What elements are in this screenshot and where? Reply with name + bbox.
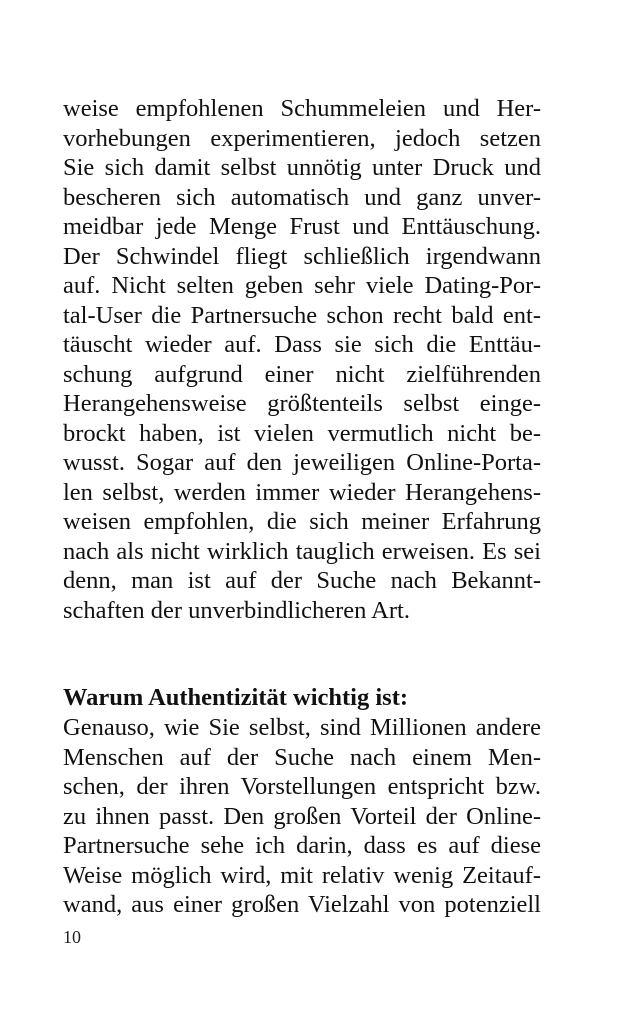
text-line: Sie sich damit selbst unnötig unter Druck und	[63, 154, 541, 181]
text-line: täuscht wieder auf. Dass sie sich die Enttäu-	[63, 331, 541, 358]
text-line: Menschen auf der Suche nach einem Men-	[63, 743, 541, 771]
text-line: tal-User die Partnersuche schon recht bald ent-	[63, 301, 541, 329]
text-line: wand, aus einer großen Vielzahl von potenziell	[63, 891, 541, 918]
text-line: Partnersuche sehe ich darin, dass es auf diese	[63, 832, 541, 859]
page-number: 10	[63, 927, 81, 947]
text-line: len selbst, werden immer wieder Herangehens-	[63, 478, 541, 506]
text-line: schen, der ihren Vorstellungen entspricht bzw.	[63, 773, 541, 800]
text-line: vorhebungen experimentieren, jedoch setzen	[63, 124, 541, 152]
text-line: Weise möglich wird, mit relativ wenig Zeitauf-	[63, 861, 541, 889]
text-line: bescheren sich automatisch und ganz unver-	[63, 183, 541, 211]
body-paragraph-2	[63, 713, 541, 920]
text-line: weise empfohlenen Schummeleien und Her-	[63, 95, 541, 122]
text-line: meidbar jede Menge Frust und Enttäuschung.	[63, 213, 541, 240]
text-line: Der Schwindel fliegt schließlich irgendwann	[63, 242, 541, 270]
text-line: zu ihnen passt. Den großen Vorteil der Online-	[63, 802, 541, 830]
text-line: nach als nicht wirklich tauglich erweisen. Es sei	[63, 537, 541, 565]
body-paragraph-1	[63, 94, 541, 625]
text-line: schaften der unverbindlicheren Art.	[63, 596, 410, 624]
text-line: schung aufgrund einer nicht zielführenden	[63, 360, 541, 388]
text-line: wusst. Sogar auf den jeweiligen Online-Porta-	[63, 449, 541, 476]
section-heading: Warum Authentizität wichtig ist:	[63, 684, 409, 711]
text-line: brockt haben, ist vielen vermutlich nicht be-	[63, 419, 541, 447]
text-line: weisen empfohlen, die sich meiner Erfahrung	[63, 508, 541, 535]
text-line: denn, man ist auf der Suche nach Bekannt-	[63, 567, 541, 594]
text-line: Genauso, wie Sie selbst, sind Millionen andere	[63, 714, 541, 741]
text-line: auf. Nicht selten geben sehr viele Dating-Por-	[63, 272, 541, 299]
text-line: Herangehensweise größtenteils selbst einge-	[63, 390, 541, 417]
